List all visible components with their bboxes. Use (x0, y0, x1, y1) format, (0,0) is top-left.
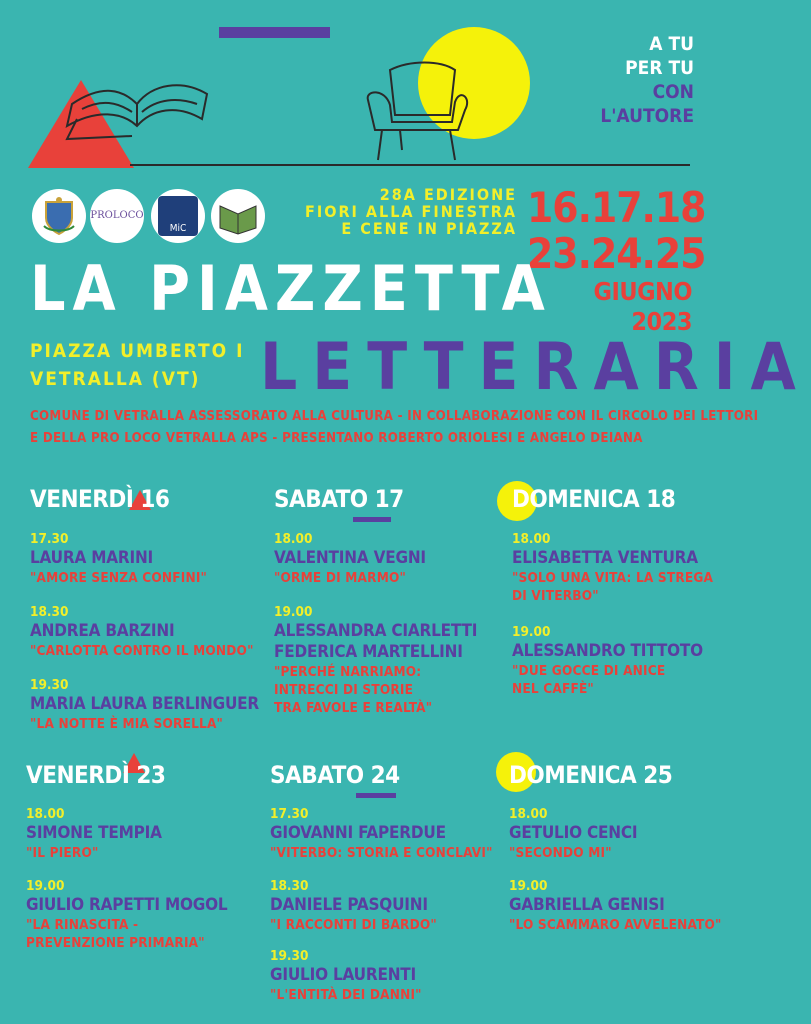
event-author: ALESSANDRA CIARLETTI (274, 621, 478, 641)
event-time: 18.00 (512, 531, 551, 547)
event-author: GETULIO CENCI (509, 823, 638, 843)
venue (30, 337, 244, 393)
event-item (26, 877, 227, 952)
event-work: "PERCHÉ NARRIAMO: (274, 664, 422, 680)
event-work: "CARLOTTA CONTRO IL MONDO" (30, 643, 254, 659)
tagline-line: CON (652, 81, 694, 103)
event-item (30, 530, 207, 587)
event-item (274, 530, 426, 587)
event-work: "LO SCAMMARO AVVELENATO" (509, 917, 722, 933)
venue-line: PIAZZA UMBERTO I (30, 340, 245, 362)
event-work: "SECONDO MI" (509, 845, 612, 861)
event-item (512, 623, 703, 698)
event-work: "ORME DI MARMO" (274, 570, 407, 586)
event-time: 18.00 (26, 806, 65, 822)
day-heading-sab24: SABATO 24 (270, 761, 400, 789)
event-item (509, 877, 722, 934)
event-item (26, 805, 162, 862)
event-work: "DUE GOCCE DI ANICE (512, 663, 666, 679)
event-work: "AMORE SENZA CONFINI" (30, 570, 208, 586)
underline-accent (356, 793, 396, 798)
tagline-line: PER TU (625, 57, 694, 79)
event-author: FEDERICA MARTELLINI (274, 642, 463, 662)
title-letteraria: LETTERARIA (260, 330, 811, 405)
day-heading-dom18: DOMENICA 18 (512, 485, 676, 513)
dates-month: GIUGNO 2023 (593, 277, 692, 336)
event-author: GIOVANNI FAPERDUE (270, 823, 446, 843)
event-work: "VITERBO: STORIA E CONCLAVI" (270, 845, 493, 861)
event-item (270, 805, 493, 862)
event-author: LAURA MARINI (30, 548, 154, 568)
event-item (270, 947, 422, 1004)
event-time: 18.00 (274, 531, 313, 547)
underline-accent (353, 517, 391, 522)
edition-info (285, 186, 517, 237)
event-author: GABRIELLA GENISI (509, 895, 665, 915)
event-work: "I RACCONTI DI BARDO" (270, 917, 437, 933)
event-item (30, 603, 254, 660)
credits (30, 406, 759, 450)
event-work: "LA NOTTE È MIA SORELLA" (30, 716, 224, 732)
event-author: ANDREA BARZINI (30, 621, 175, 641)
event-author: MARIA LAURA BERLINGUER (30, 694, 260, 714)
event-work: "IL PIERO" (26, 845, 99, 861)
dates-line: 23.24.25 (527, 229, 706, 278)
event-author: VALENTINA VEGNI (274, 548, 426, 568)
day-heading-sab17: SABATO 17 (274, 485, 404, 513)
day-heading-ven23: VENERDÌ 23 (26, 761, 166, 789)
circolo-lettori-logo (211, 189, 265, 243)
event-item (512, 530, 713, 605)
event-author: ELISABETTA VENTURA (512, 548, 698, 568)
top-accent-bar (219, 27, 330, 38)
event-author: GIULIO RAPETTI MOGOL (26, 895, 228, 915)
event-author: ALESSANDRO TITTOTO (512, 641, 703, 661)
edition-line: FIORI ALLA FINESTRA (305, 202, 517, 221)
event-time: 19.30 (30, 677, 69, 693)
title-la-piazzetta: LA PIAZZETTA (30, 252, 552, 325)
dates-line: 16.17.18 (527, 183, 706, 232)
event-author: DANIELE PASQUINI (270, 895, 428, 915)
tagline-line: L'AUTORE (600, 105, 694, 127)
event-time: 18.30 (270, 878, 309, 894)
edition-line: E CENE IN PIAZZA (341, 219, 517, 238)
event-time: 19.00 (509, 878, 548, 894)
event-time: 19.00 (274, 604, 313, 620)
event-work: TRA FAVOLE E REALTÀ" (274, 700, 433, 716)
event-item (509, 805, 637, 862)
event-work: INTRECCI DI STORIE (274, 682, 414, 698)
day-heading-dom25: DOMENICA 25 (509, 761, 673, 789)
mic-logo: MiC (151, 189, 205, 243)
credits-line: COMUNE DI VETRALLA ASSESSORATO ALLA CULTURA - IN COLLABORAZIONE CON IL CIRCOLO DEI LETTORI (30, 409, 759, 424)
open-book-icon (62, 64, 212, 144)
event-time: 17.30 (270, 806, 309, 822)
event-work: NEL CAFFÈ" (512, 681, 594, 697)
event-author: GIULIO LAURENTI (270, 965, 417, 985)
tagline-line: A TU (649, 33, 694, 55)
event-time: 19.00 (512, 624, 551, 640)
event-time: 17.30 (30, 531, 69, 547)
event-work: "SOLO UNA VITA: LA STREGA (512, 570, 714, 586)
armchair-icon (360, 60, 470, 165)
event-work: "L'ENTITÀ DEI DANNI" (270, 987, 422, 1003)
tagline (600, 32, 694, 128)
comune-crest-logo (32, 189, 86, 243)
event-work: "LA RINASCITA - (26, 917, 139, 933)
event-author: SIMONE TEMPIA (26, 823, 162, 843)
day-heading-ven16: VENERDÌ 16 (30, 485, 170, 513)
event-work: PREVENZIONE PRIMARIA" (26, 935, 205, 951)
event-item (270, 877, 437, 934)
edition-line: 28A EDIZIONE (379, 185, 517, 204)
event-time: 19.00 (26, 878, 65, 894)
event-time: 18.00 (509, 806, 548, 822)
venue-line: VETRALLA (VT) (30, 368, 201, 390)
credits-line: E DELLA PRO LOCO VETRALLA APS - PRESENTANO ROBERTO ORIOLESI E ANGELO DEIANA (30, 431, 643, 446)
event-time: 18.30 (30, 604, 69, 620)
event-work: DI VITERBO" (512, 588, 599, 604)
proloco-logo: PROLOCO (90, 189, 144, 243)
event-time: 19.30 (270, 948, 309, 964)
event-item (30, 676, 259, 733)
event-item (274, 603, 477, 717)
